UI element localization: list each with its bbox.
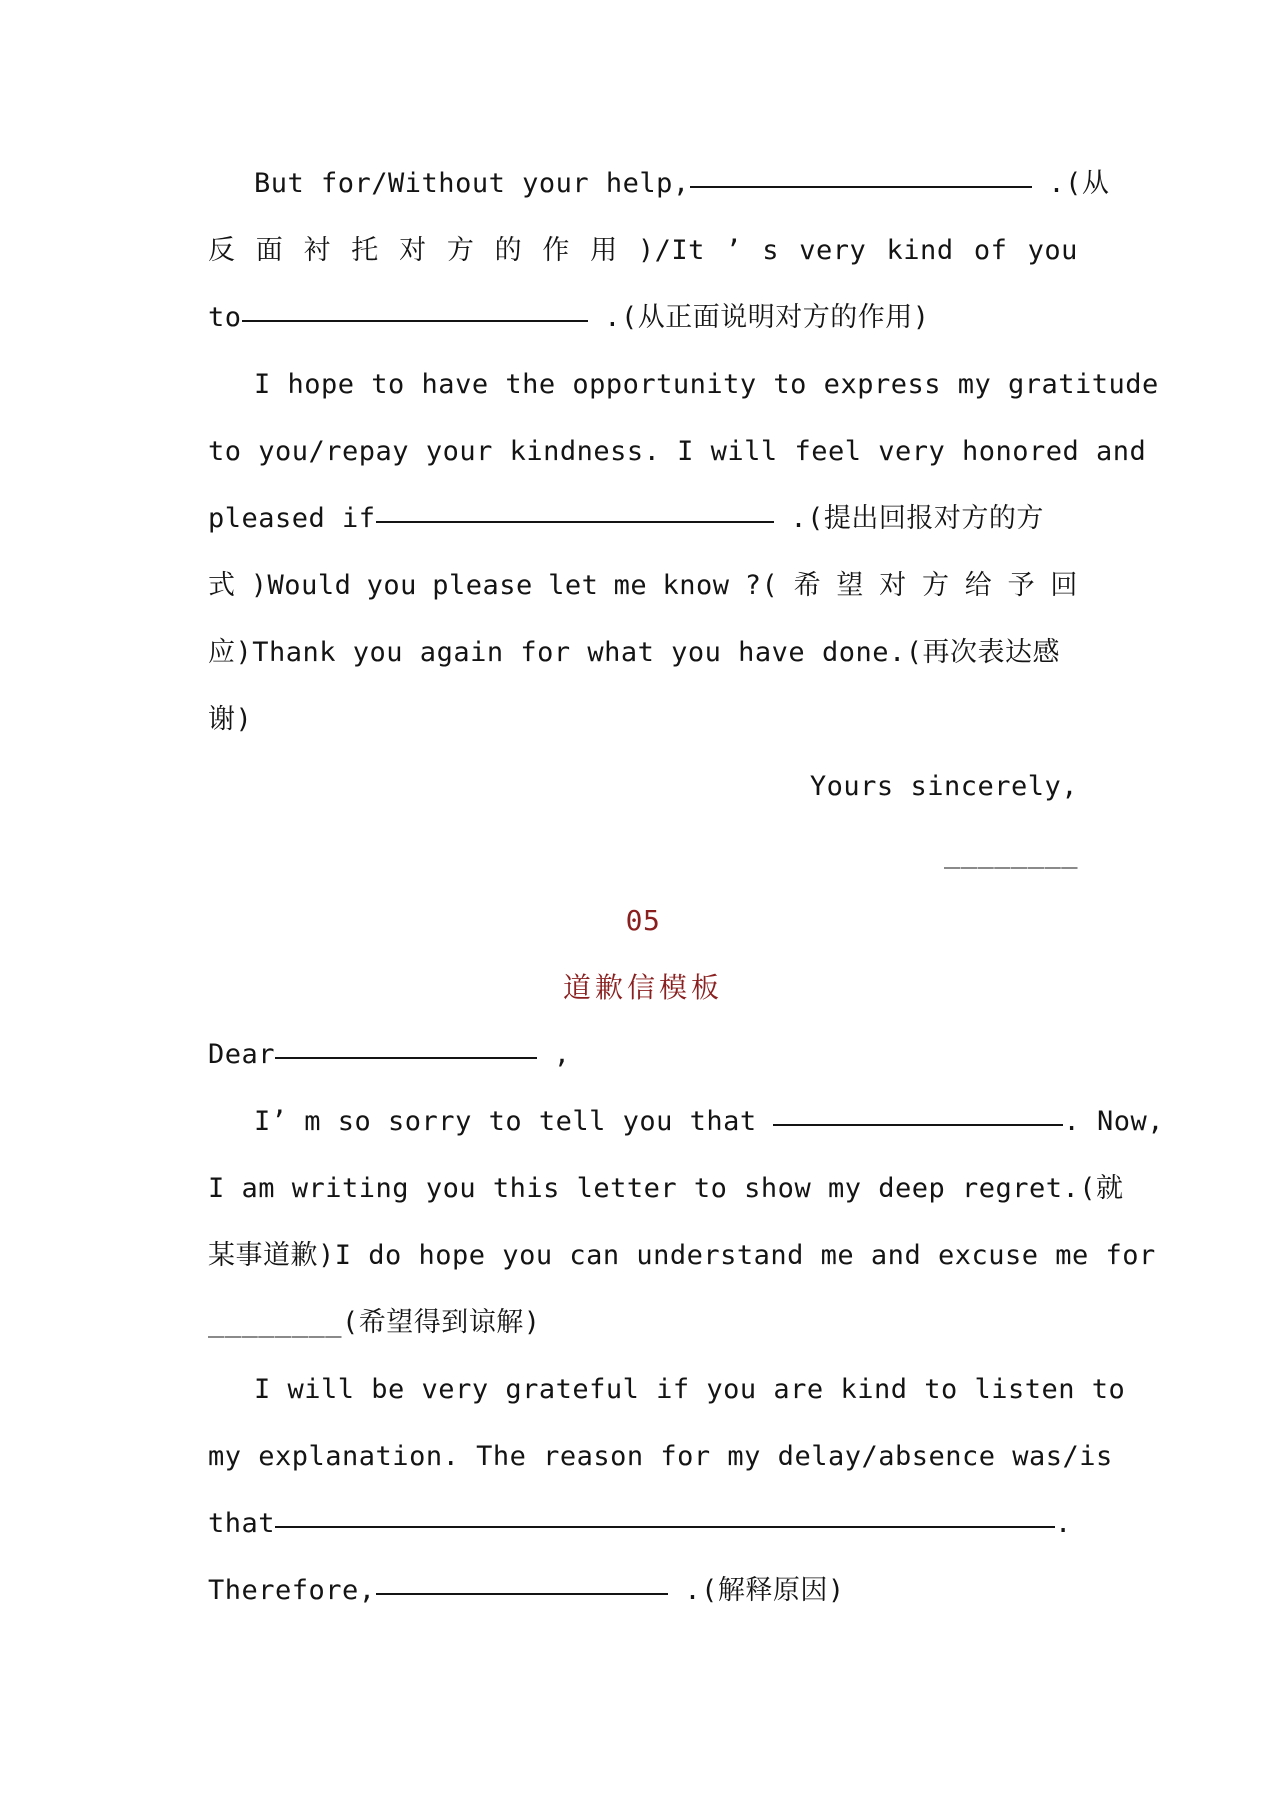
text-run: 的	[494, 235, 523, 266]
fill-in-blank	[376, 1592, 668, 1595]
text-line	[208, 485, 1078, 552]
text-run: .	[1055, 1508, 1072, 1539]
text-line	[208, 686, 1078, 753]
fill-in-blank	[773, 1123, 1063, 1126]
text-line	[208, 1356, 1126, 1423]
section-number-text: 05	[625, 904, 661, 937]
text-line	[208, 1423, 1113, 1490]
text-run: ,	[553, 1039, 571, 1070]
text-line	[208, 217, 1078, 284]
fill-in-blank	[275, 1056, 537, 1059]
text-run: very	[799, 235, 867, 266]
text-run: )Would	[250, 570, 352, 601]
text-run: I am writing you this letter to show my deep regret.(就	[208, 1173, 1124, 1204]
text-run: Therefore,	[208, 1575, 376, 1606]
text-run: .(从	[1048, 168, 1110, 199]
sign-off: Yours sincerely,	[809, 771, 1078, 802]
salutation-line	[208, 1021, 1078, 1088]
text-run: 面	[255, 235, 284, 266]
text-run: pleased if	[208, 503, 376, 534]
text-run: 给	[964, 570, 993, 601]
text-line	[208, 619, 1078, 686]
text-run: )/It	[637, 235, 705, 266]
text-run: ’	[725, 235, 742, 266]
document-page	[208, 150, 1164, 1624]
text-run: 反	[208, 235, 236, 266]
text-run: that	[208, 1508, 276, 1539]
text-run: 托	[351, 235, 379, 266]
text-line	[208, 150, 1110, 217]
text-line	[208, 1490, 1078, 1557]
text-run: . Now,	[1063, 1106, 1164, 1137]
fill-in-blank	[690, 185, 1032, 188]
text-line	[208, 1222, 1156, 1289]
text-run: But for/Without your help,	[254, 168, 690, 199]
signature-blank: ________	[943, 838, 1078, 869]
text-run: to	[208, 302, 242, 333]
text-run: know	[662, 570, 730, 601]
text-run: .(从正面说明对方的作用)	[604, 302, 930, 333]
text-line	[208, 351, 1159, 418]
section-number	[208, 887, 1078, 954]
text-line	[208, 418, 1147, 485]
sign-off-line	[208, 753, 1078, 820]
fill-in-blank	[242, 319, 588, 322]
text-run: of	[973, 235, 1008, 266]
text-run: 望	[836, 570, 864, 601]
text-run: 作	[542, 235, 570, 266]
text-run: 谢)	[208, 704, 253, 735]
text-run: 衬	[303, 235, 332, 266]
text-run: 予	[1007, 570, 1036, 601]
fill-in-blank	[376, 520, 774, 523]
text-run: 某事道歉)I do hope you can understand me and excuse me for	[208, 1240, 1156, 1271]
text-run: 对	[399, 235, 427, 266]
text-run: 用	[590, 235, 618, 266]
text-run: 应)Thank you again for what you have done.(再次表达感	[208, 637, 1060, 668]
fill-in-blank	[275, 1525, 1055, 1528]
text-run: my explanation. The reason for my delay/absence was/is	[208, 1441, 1113, 1472]
text-run: you	[1027, 235, 1078, 266]
text-run: .(解释原因)	[684, 1575, 845, 1606]
text-run: .(提出回报对方的方	[790, 503, 1044, 534]
text-run: 希	[793, 570, 822, 601]
text-run: I will be very grateful if you are kind to listen to	[254, 1374, 1126, 1405]
text-line	[208, 1557, 1078, 1624]
text-line	[208, 552, 1078, 619]
text-run: you	[366, 570, 417, 601]
text-run: 式	[208, 570, 236, 601]
text-line	[208, 1155, 1124, 1222]
text-run: ?(	[744, 570, 779, 601]
text-run: please	[432, 570, 533, 601]
text-run: s	[762, 235, 779, 266]
signature-line	[208, 820, 1078, 887]
section-title	[208, 954, 1078, 1021]
text-line	[208, 1088, 1164, 1155]
text-run: 方	[921, 570, 950, 601]
text-run: kind	[886, 235, 954, 266]
salutation: Dear	[208, 1039, 276, 1070]
text-run: ________	[208, 1307, 343, 1338]
text-run: 方	[446, 235, 475, 266]
text-run: let	[548, 570, 599, 601]
text-run: 对	[879, 570, 907, 601]
section-title-text: 道歉信模板	[562, 971, 723, 1004]
text-run: to you/repay your kindness. I will feel very honored and	[208, 436, 1147, 467]
text-run: I’ m so sorry to tell you that	[254, 1106, 757, 1137]
text-run: me	[613, 570, 648, 601]
text-run: (希望得到谅解)	[342, 1307, 541, 1338]
text-line	[208, 1289, 1078, 1356]
text-line	[208, 284, 1078, 351]
text-run: I hope to have the opportunity to express my gratitude	[254, 369, 1159, 400]
text-run: 回	[1050, 570, 1078, 601]
